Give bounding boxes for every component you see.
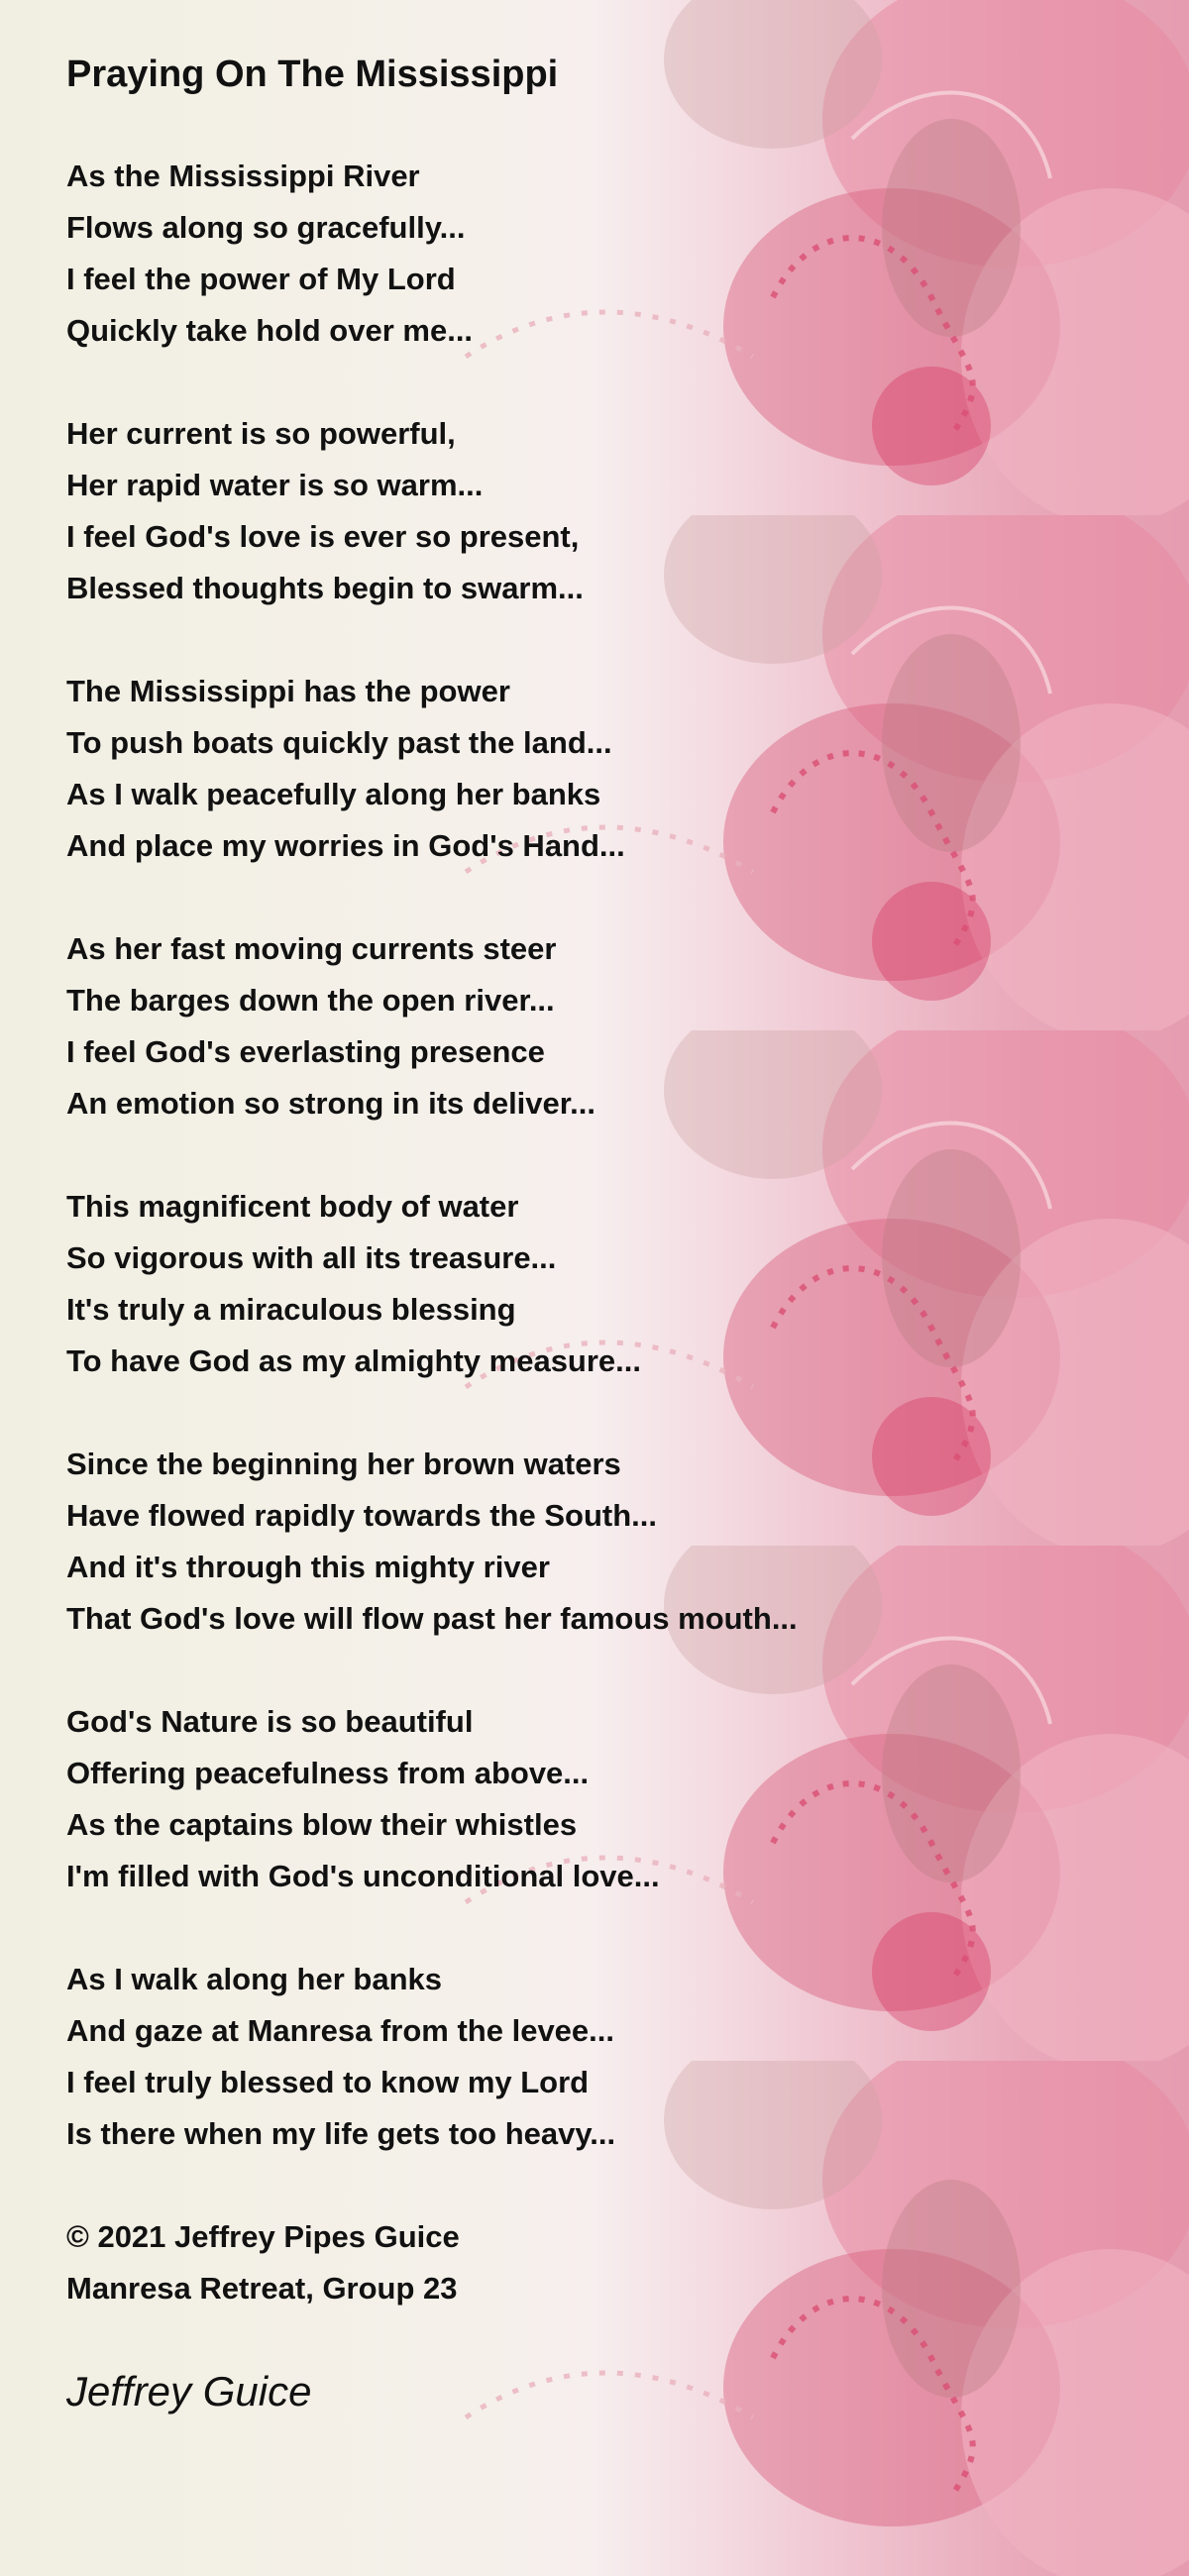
poem-line: So vigorous with all its treasure... (66, 1240, 557, 1275)
stanza-8 (66, 1954, 1156, 2160)
poem-line: Have flowed rapidly towards the South... (66, 1498, 657, 1533)
stanza-2 (66, 408, 1156, 614)
poem-container (66, 50, 1156, 2419)
poem-line: Blessed thoughts begin to swarm... (66, 571, 584, 605)
stanza-7 (66, 1696, 1156, 1902)
poem-line: Is there when my life gets too heavy... (66, 2116, 616, 2151)
poem-line: As the Mississippi River (66, 159, 420, 193)
poem-line: Since the beginning her brown waters (66, 1447, 621, 1481)
poem-line: As I walk along her banks (66, 1962, 443, 1996)
poem-line: The Mississippi has the power (66, 674, 510, 708)
poem-line: I feel God's everlasting presence (66, 1034, 545, 1069)
poem-line: And place my worries in God's Hand... (66, 828, 625, 863)
poem-line: Flows along so gracefully... (66, 210, 466, 245)
stanza-5 (66, 1181, 1156, 1387)
poem-title: Praying On The Mississippi (66, 54, 559, 95)
stanza-1 (66, 151, 1156, 357)
author-signature: Jeffrey Guice (66, 2368, 312, 2415)
poem-line: As the captains blow their whistles (66, 1807, 578, 1842)
poem-line: Her current is so powerful, (66, 416, 456, 451)
poem-line: Her rapid water is so warm... (66, 468, 484, 502)
poem-line: An emotion so strong in its deliver... (66, 1086, 595, 1121)
poem-line: That God's love will flow past her famous mouth... (66, 1601, 798, 1636)
poem-line: I'm filled with God's unconditional love... (66, 1859, 660, 1893)
copyright-line: © 2021 Jeffrey Pipes Guice (66, 2219, 460, 2254)
poem-line: This magnificent body of water (66, 1189, 519, 1224)
poem-line: I feel the power of My Lord (66, 262, 456, 296)
poem-line: To push boats quickly past the land... (66, 725, 612, 760)
dedication-line: Manresa Retreat, Group 23 (66, 2271, 458, 2306)
poem-line: To have God as my almighty measure... (66, 1343, 642, 1378)
poem-line: As I walk peacefully along her banks (66, 777, 601, 811)
poem-line: And gaze at Manresa from the levee... (66, 2013, 615, 2048)
poem-line: I feel God's love is ever so present, (66, 519, 580, 554)
poem-line: It's truly a miraculous blessing (66, 1292, 516, 1327)
poem-line: And it's through this mighty river (66, 1550, 550, 1584)
poem-line: The barges down the open river... (66, 983, 555, 1018)
poem-line: Quickly take hold over me... (66, 313, 474, 348)
stanza-4 (66, 923, 1156, 1129)
poem-line: As her fast moving currents steer (66, 931, 557, 966)
poem-line: I feel truly blessed to know my Lord (66, 2065, 590, 2099)
poem-line: God's Nature is so beautiful (66, 1704, 474, 1739)
stanza-6 (66, 1439, 1156, 1645)
copyright-block (66, 2211, 1156, 2314)
poem-line: Offering peacefulness from above... (66, 1756, 590, 1790)
stanza-3 (66, 666, 1156, 872)
